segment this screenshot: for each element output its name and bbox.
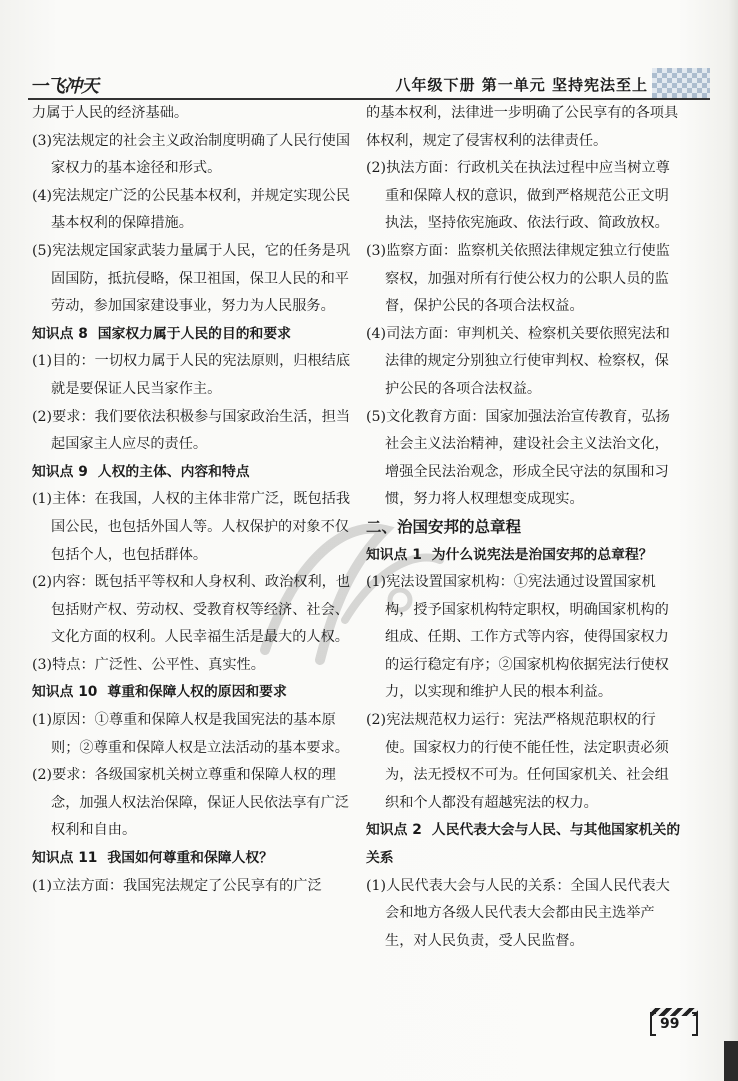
knowledge-point-title: 尊重和保障人权的原因和要求 [107,684,287,701]
body-paragraph: (5)文化教育方面：国家加强法治宣传教育，弘扬社会主义法治精神，建设社会主义法治文化，增强全民法治观念，形成全民守法的氛围和习惯，努力将人权理想变成现实。 [366,408,670,508]
page-number: 99 [660,1016,680,1032]
body-paragraph: 的基本权利，法律进一步明确了公民享有的各项具体权利，规定了侵害权利的法律责任。 [366,105,679,149]
body-paragraph: (4)司法方面：审判机关、检察机关要依照宪法和法律的规定分别独立行使审判权、检察权，保护公民的各项合法权益。 [366,325,670,397]
body-paragraph: (1)主体：在我国，人权的主体非常广泛，既包括我国公民，也包括外国人等。人权保护的对象不仅包括个人，也包括群体。 [32,491,351,563]
body-paragraph: (1)人民代表大会与人民的关系：全国人民代表大会和地方各级人民代表大会都由民主选举产生，对人民负责，受人民监督。 [366,877,670,949]
body-paragraph: (1)目的：一切权力属于人民的宪法原则，归根结底就是要保证人民当家作主。 [32,353,351,397]
body-paragraph: (2)内容：既包括平等权和人身权利、政治权利，也包括财产权、劳动权、受教育权等经济、社会、文化方面的权利。人民幸福生活是最大的人权。 [32,574,351,646]
page-header [28,64,710,100]
body-paragraph: (3)宪法规定的社会主义政治制度明确了人民行使国家权力的基本途径和形式。 [32,132,351,177]
knowledge-point-label: 知识点 8 [32,325,88,342]
page-number-bracket-left [650,1012,656,1036]
page-edge-shadow [728,0,738,1081]
knowledge-point-heading [32,845,358,873]
page-corner [724,1041,738,1081]
knowledge-point-title: 国家权力属于人民的目的和要求 [97,325,291,342]
running-title: 八年级下册 第一单元 坚持宪法至上 [395,76,648,94]
knowledge-point-title: 人民代表大会与人民、与其他国家机关的关系 [366,822,681,867]
body-paragraph: (3)特点：广泛性、公平性、真实性。 [32,656,265,673]
body-paragraph: 力属于人民的经济基础。 [32,105,189,121]
body-paragraph: (2)要求：我们要依法积极参与国家政治生活，担当起国家主人应尽的责任。 [32,408,351,453]
page-number-stripe [650,1008,698,1016]
knowledge-point-label: 知识点 1 [366,546,422,563]
section-heading: 二、治国安邦的总章程 [366,517,522,536]
right-column [366,100,682,955]
knowledge-point-label: 知识点 10 [32,684,98,701]
body-paragraph: (2)宪法规范权力运行：宪法严格规范职权的行使。国家权力的行使不能任性，法定职责必须为，法无授权不可为。任何国家机关、社会组织和个人都没有超越宪法的权力。 [366,712,669,811]
body-paragraph: (5)宪法规定国家武装力量属于人民，它的任务是巩固国防，抵抗侵略，保卫祖国，保卫人民的和平劳动，参加国家建设事业，努力为人民服务。 [32,242,351,315]
body-paragraph: (4)宪法规定广泛的公民基本权利，并规定实现公民基本权利的保障措施。 [32,187,351,232]
knowledge-point-heading [32,679,358,707]
page-number-badge [650,1008,698,1034]
knowledge-point-label: 知识点 11 [32,850,98,867]
knowledge-point-title: 人权的主体、内容和特点 [97,463,250,480]
knowledge-point-title: 为什么说宪法是治国安邦的总章程？ [431,546,653,563]
body-paragraph: (2)要求：各级国家机关树立尊重和保障人权的理念，加强人权法治保障，保证人民依法享有广泛权利和自由。 [32,767,349,839]
page-number-bracket-right [692,1012,698,1036]
left-column [32,100,358,900]
knowledge-point-title: 我国如何尊重和保障人权？ [107,850,273,867]
body-paragraph: (2)执法方面：行政机关在执法过程中应当树立尊重和保障人权的意识，做到严格规范公正文明执法，坚持依宪施政、依法行政、简政放权。 [366,160,670,232]
body-paragraph: (1)宪法设置国家机构：①宪法通过设置国家机构，授予国家机构特定职权，明确国家机构的组成、任期、工作方式等内容，使得国家权力的运行稳定有序；②国家机构依据宪法行使权力，以实现和维护人民的根本利益。 [366,574,669,701]
body-paragraph: (3)监察方面：监察机关依照法律规定独立行使监察权，加强对所有行使公权力的公职人员的监督，保护公民的各项合法权益。 [366,242,670,315]
knowledge-point-heading [32,459,358,487]
checker-decoration [652,68,710,98]
body-paragraph: (1)原因：①尊重和保障人权是我国宪法的基本原则；②尊重和保障人权是立法活动的基本要求。 [32,712,349,756]
body-paragraph: (1)立法方面：我国宪法规定了公民享有的广泛 [32,877,322,894]
knowledge-point-heading [32,321,358,349]
knowledge-point-label: 知识点 9 [32,463,88,480]
knowledge-point-heading [366,542,682,570]
knowledge-point-label: 知识点 2 [366,822,422,839]
knowledge-point-heading [366,817,682,872]
series-logo: 一飞冲天 [30,76,98,97]
